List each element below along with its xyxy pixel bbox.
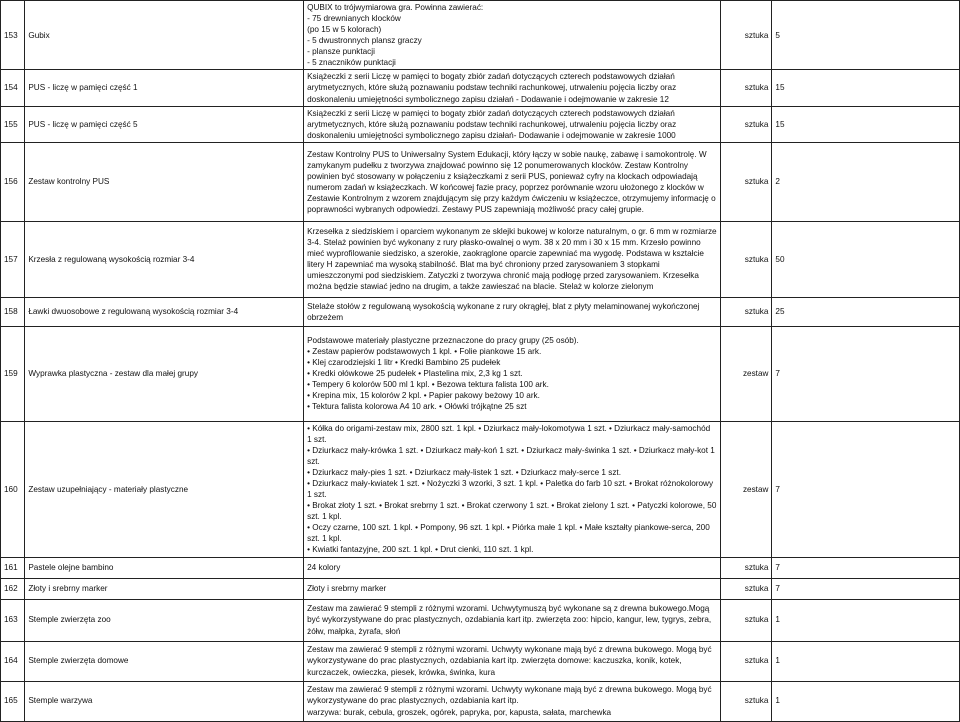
item-name: PUS - liczę w pamięci część 1 <box>25 70 304 106</box>
item-unit: sztuka <box>720 681 772 721</box>
row-number: 157 <box>1 221 25 297</box>
item-unit: sztuka <box>720 70 772 106</box>
item-quantity: 5 <box>772 1 960 70</box>
item-description: Zestaw ma zawierać 9 stempli z różnymi wzorami. Uchwyty wykonane mają być z drewna bukowego. Mogą być wykorzystywane do prac plastycznych, ozdabiania kart itp. zwierzęta domowe: kaczuszka, konik, kotek, kurczaczek, owieczka, piesek, krówka, świnka, kura <box>304 641 721 681</box>
row-number: 156 <box>1 142 25 221</box>
item-quantity: 7 <box>772 421 960 557</box>
item-description: • Kółka do origami-zestaw mix, 2800 szt. 1 kpl. • Dziurkacz mały-lokomotywa 1 szt. • Dziurkacz mały-samochód 1 szt. • Dziurkacz mały-krówka 1 szt. • Dziurkacz mały-koń 1 szt. • Dziurkacz mały-świnka 1 szt. • Dziurkacz mały-kot 1 szt. • Dziurkacz mały-pies 1 szt. • Dziurkacz mały-listek 1 szt. • Dziurkacz mały-serce 1 szt. • Dziurkacz mały-kwiatek 1 szt. • Nożyczki 3 wzorki, 3 szt. 1 kpl. • Paletka do farb 10 szt. • Brokat różnokolorowy 1 szt. • Brokat złoty 1 szt. • Brokat srebrny 1 szt. • Brokat czerwony 1 szt. • Brokat zielony 1 szt. • Patyczki kolorowe, 50 szt. 1 kpl. • Oczy czarne, 100 szt. 1 kpl. • Pompony, 96 szt. 1 kpl. • Piórka małe 1 kpl. • Małe kształty piankowe-serca, 200 szt. 1 kpl. • Kwiatki fantazyjne, 200 szt. 1 kpl. • Drut cienki, 110 szt. 1 kpl. <box>304 421 721 557</box>
item-description: Krzesełka z siedziskiem i oparciem wykonanym ze sklejki bukowej w kolorze naturalnym, o gr. 6 mm w rozmiarze 3-4. Stelaż powinien być wykonany z rury płasko-owalnej o wym. 38 x 20 mm i 30 x 15 mm. Krzesło powinno mieć wyprofilowanie siedzisko, a szerokie, zaokrąglone oparcie zapewniać ma wygodę. Podstawa w kształcie litery H zapewniać ma wysoką stabilność. Blat ma być chroniony przed zarysowaniem 3 stopkami umieszczonymi pod siedziskiem. Zatyczki z tworzywa chronić mają podłogę przed zarysowaniem. Krzesełka można będzie stawiać jedno na drugim, a także zawieszać na blacie. Stelaż w kolorze zielonym <box>304 221 721 297</box>
item-unit: sztuka <box>720 142 772 221</box>
item-unit: zestaw <box>720 326 772 421</box>
item-quantity: 1 <box>772 641 960 681</box>
item-description: Książeczki z serii Liczę w pamięci to bogaty zbiór zadań dotyczących czterech podstawowych działań arytmetycznych, które służą poznawaniu podstaw techniki rachunkowej, utrwaleniu pojęcia liczby oraz doskonaleniu umiejętności symbolicznego zapisu działań- Dodawanie i odejmowanie w zakresie 1000 <box>304 106 721 142</box>
item-unit: sztuka <box>720 578 772 599</box>
item-name: PUS - liczę w pamięci część 5 <box>25 106 304 142</box>
table-row <box>1 681 960 721</box>
item-quantity: 25 <box>772 297 960 326</box>
item-description: Zestaw Kontrolny PUS to Uniwersalny System Edukacji, który łączy w sobie naukę, zabawę i samokontrolę. W zamykanym pudełku z tworzywa znajdować powinno się 12 ponumerowanych klocków. Zestaw Kontrolny powinien być stosowany w połączeniu z książeczkami z serii PUS, ponieważ cyfry na klockach odpowiadają numerom zadań w książeczkach. W końcowej fazie pracy, poprzez porównanie wzoru ułożonego z klocków w Zestawie Kontrolnym z wzorem znajdującym się przy każdym ćwiczeniu w książeczce, otrzymujemy informację o poprawności wybranych odpowiedzi. Zestawy PUS zapewniają możliwość pracy całej grupie. <box>304 142 721 221</box>
table-row <box>1 421 960 557</box>
row-number: 154 <box>1 70 25 106</box>
item-name: Ławki dwuosobowe z regulowaną wysokością rozmiar 3-4 <box>25 297 304 326</box>
item-quantity: 15 <box>772 70 960 106</box>
table-row <box>1 1 960 70</box>
row-number: 160 <box>1 421 25 557</box>
item-name: Stemple zwierzęta zoo <box>25 599 304 641</box>
item-description: Zestaw ma zawierać 9 stempli z różnymi wzorami. Uchwyty wykonane mają być z drewna bukowego. Mogą być wykorzystywane do prac plastycznych, ozdabiania kart itp. warzywa: burak, cebula, groszek, ogórek, papryka, por, kapusta, sałata, marchewka <box>304 681 721 721</box>
item-quantity: 50 <box>772 221 960 297</box>
item-quantity: 15 <box>772 106 960 142</box>
item-quantity: 7 <box>772 557 960 578</box>
table-row <box>1 142 960 221</box>
table-row <box>1 599 960 641</box>
item-unit: sztuka <box>720 297 772 326</box>
table-row <box>1 578 960 599</box>
item-name: Wyprawka plastyczna - zestaw dla małej grupy <box>25 326 304 421</box>
table-row <box>1 70 960 106</box>
item-name: Gubix <box>25 1 304 70</box>
item-description: Podstawowe materiały plastyczne przeznaczone do pracy grupy (25 osób). • Zestaw papierów podstawowych 1 kpl. • Folie piankowe 15 ark. • Klej czarodziejski 1 litr • Kredki Bambino 25 pudełek • Kredki ołówkowe 25 pudełek • Plastelina mix, 2,3 kg 1 szt. • Tempery 6 kolorów 500 ml 1 kpl. • Bezowa tektura falista 100 ark. • Krepina mix, 15 kolorów 2 kpl. • Papier pakowy beżowy 10 ark. • Tektura falista kolorowa A4 10 ark. • Ołówki trójkątne 25 szt <box>304 326 721 421</box>
row-number: 163 <box>1 599 25 641</box>
row-number: 162 <box>1 578 25 599</box>
table-row <box>1 297 960 326</box>
item-description: Zestaw ma zawierać 9 stempli z różnymi wzorami. Uchwytymuszą być wykonane są z drewna bukowego.Mogą być wykorzystywane do prac plastycznych, ozdabiania kart itp. zwierzęta zoo: hipcio, kangur, lew, tygrys, zebra, żółw, małpka, żyrafa, słoń <box>304 599 721 641</box>
item-description: QUBIX to trójwymiarowa gra. Powinna zawierać: - 75 drewnianych klocków (po 15 w 5 kolorach) - 5 dwustronnych plansz graczy - plansze punktacji - 5 znaczników punktacji <box>304 1 721 70</box>
item-description: 24 kolory <box>304 557 721 578</box>
item-quantity: 1 <box>772 599 960 641</box>
item-name: Stemple warzywa <box>25 681 304 721</box>
row-number: 165 <box>1 681 25 721</box>
item-quantity: 7 <box>772 578 960 599</box>
item-quantity: 2 <box>772 142 960 221</box>
item-name: Zestaw uzupełniający - materiały plastyczne <box>25 421 304 557</box>
item-unit: sztuka <box>720 557 772 578</box>
row-number: 158 <box>1 297 25 326</box>
table-row <box>1 106 960 142</box>
item-name: Pastele olejne bambino <box>25 557 304 578</box>
row-number: 164 <box>1 641 25 681</box>
item-quantity: 7 <box>772 326 960 421</box>
item-description: Złoty i srebrny marker <box>304 578 721 599</box>
item-unit: sztuka <box>720 599 772 641</box>
row-number: 159 <box>1 326 25 421</box>
item-unit: sztuka <box>720 641 772 681</box>
table-row <box>1 326 960 421</box>
item-name: Zestaw kontrolny PUS <box>25 142 304 221</box>
item-name: Stemple zwierzęta domowe <box>25 641 304 681</box>
item-description: Stelaże stołów z regulowaną wysokością wykonane z rury okrągłej, blat z płyty melaminowanej wykończonej obrzeżem <box>304 297 721 326</box>
item-description: Książeczki z serii Liczę w pamięci to bogaty zbiór zadań dotyczących czterech podstawowych działań arytmetycznych, które służą poznawaniu podstaw techniki rachunkowej, utrwaleniu pojęcia liczby oraz doskonaleniu umiejętności symbolicznego zapisu działań - Dodawanie i odejmowanie w zakresie 12 <box>304 70 721 106</box>
table-row <box>1 221 960 297</box>
item-name: Złoty i srebrny marker <box>25 578 304 599</box>
row-number: 153 <box>1 1 25 70</box>
table-row <box>1 641 960 681</box>
item-quantity: 1 <box>772 681 960 721</box>
item-unit: sztuka <box>720 1 772 70</box>
item-unit: sztuka <box>720 106 772 142</box>
row-number: 161 <box>1 557 25 578</box>
table-row <box>1 557 960 578</box>
item-unit: zestaw <box>720 421 772 557</box>
item-name: Krzesła z regulowaną wysokością rozmiar 3-4 <box>25 221 304 297</box>
item-unit: sztuka <box>720 221 772 297</box>
row-number: 155 <box>1 106 25 142</box>
